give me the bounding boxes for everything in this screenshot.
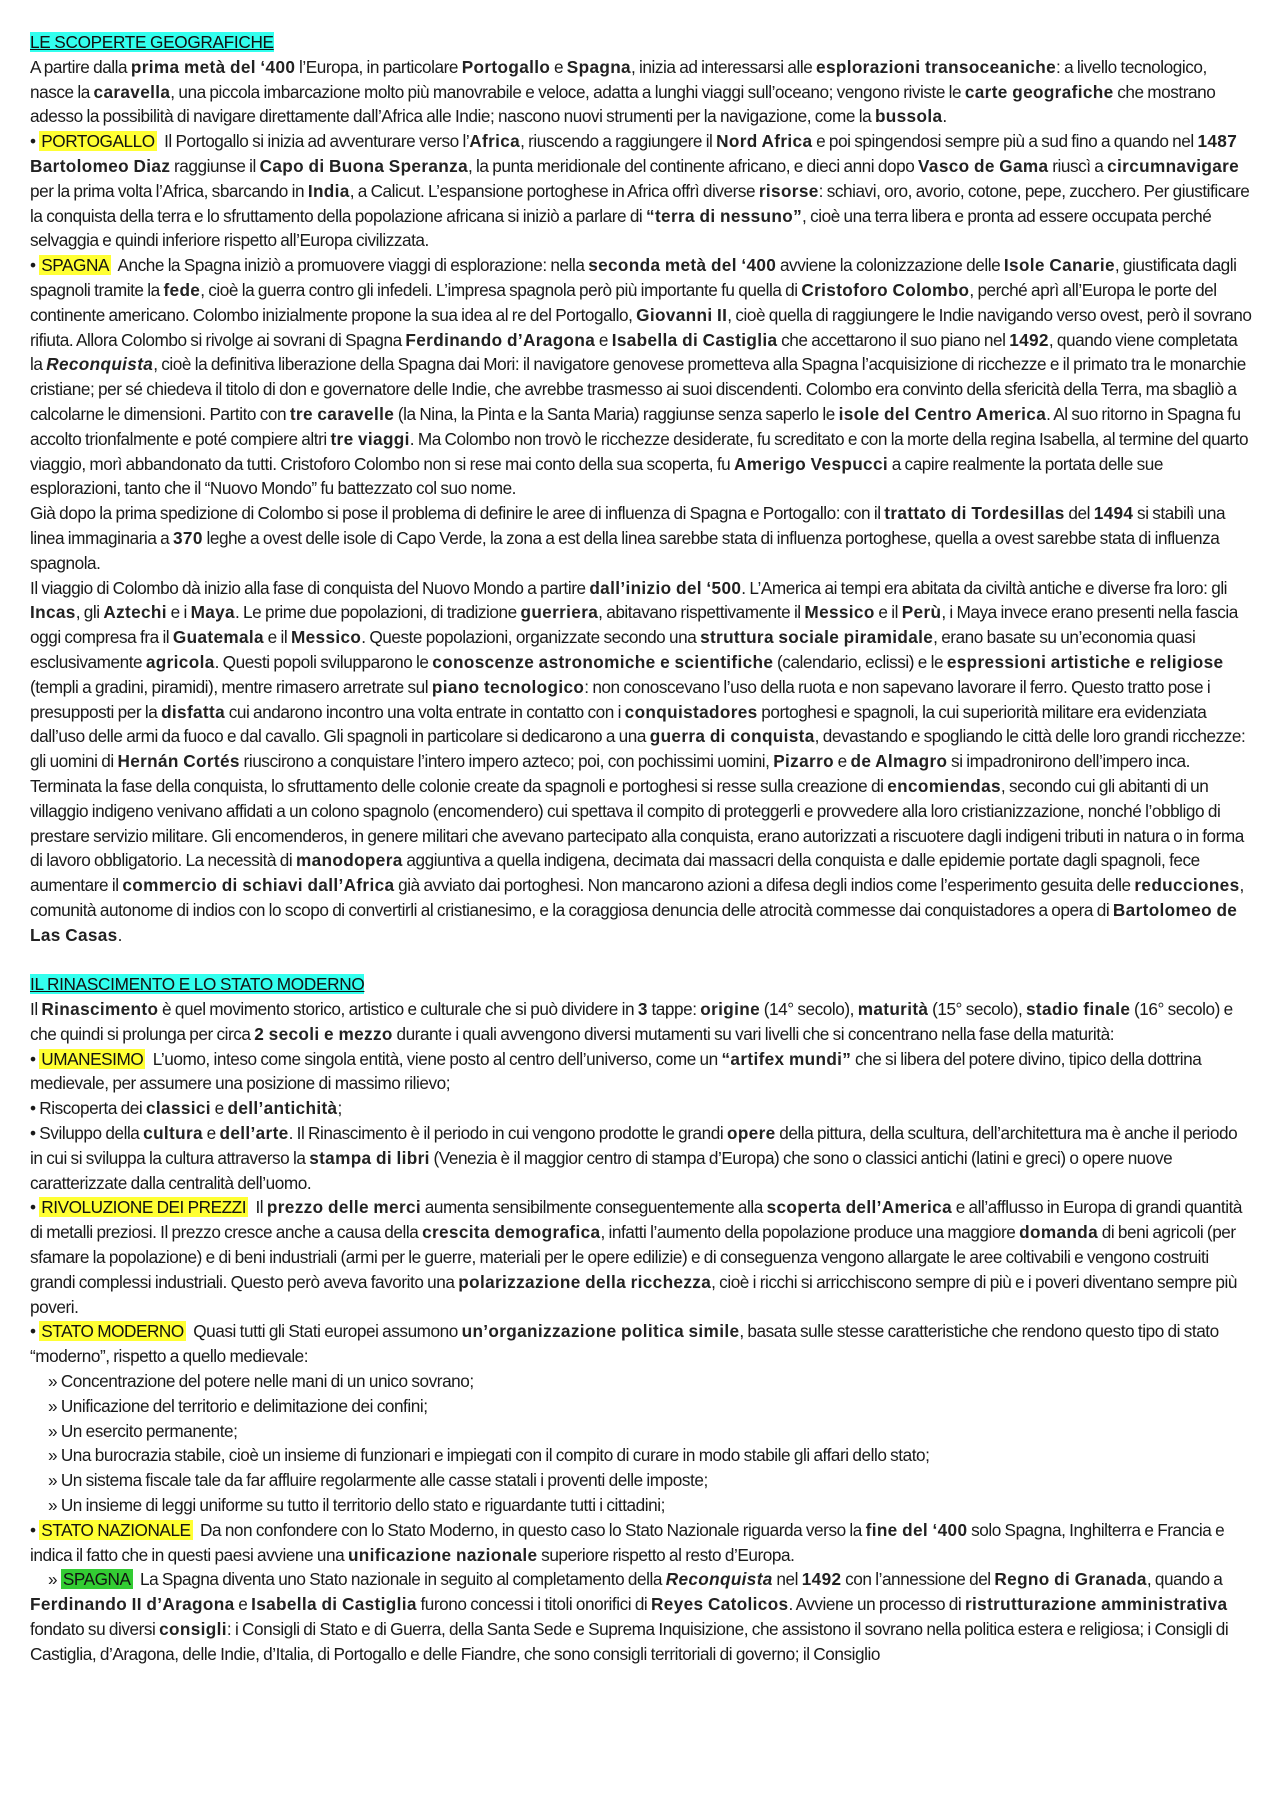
section-geografiche — [30, 30, 1252, 947]
tag-portogallo: PORTOGALLO — [41, 131, 155, 152]
classici-text: Riscoperta dei classici e dell’antichità; — [39, 1098, 342, 1119]
list-item: » Un esercito permanente; — [48, 1420, 238, 1441]
stato-moderno-list — [30, 1369, 1252, 1518]
paragraph-classici: • Riscoperta dei classici e dell’antichità; — [30, 1098, 342, 1119]
list-item: » Unificazione del territorio e delimitazione dei confini; — [48, 1395, 428, 1416]
prezzi-text: Il prezzo delle merci aumenta sensibilmente conseguentemente alla scoperta dell’America e all’afflusso in Europa di grandi quantità di metalli preziosi. Il prezzo cresce anche a causa della crescita demografica, infatti l’aumento della popolazione produce una maggiore domanda di beni agricoli (per sfamare la popolazione) e di beni industriali (armi per le guerre, materiali per le opere edilizie) e di conseguenza vengono allargate le aree coltivabili e vengono costruiti grandi complessi industriali. Questo però aveva favorito una polarizzazione della ricchezza, cioè i ricchi si arricchiscono sempre di più e i poveri diventano sempre più poveri. — [30, 1197, 1243, 1317]
tag-spagna-nazionale: SPAGNA — [62, 1569, 131, 1590]
paragraph-stato-nazionale: • STATO NAZIONALE Da non confondere con lo Stato Moderno, in questo caso lo Stato Nazionale riguarda verso la fine del ‘400 solo Spagna, Inghilterra e Francia e indica il fatto che in questi paesi avviene una unificazione nazionale superiore rispetto al resto d’Europa. — [30, 1519, 1225, 1565]
paragraph-spagna-nazionale — [30, 1567, 1252, 1666]
paragraph-conquista: Il viaggio di Colombo dà inizio alla fase di conquista del Nuovo Mondo a partire dall’inizio del ‘500. L’America ai tempi era abitata da civiltà antiche e diverse fra loro: gli Incas, gli Aztechi e i Maya. Le prime due popolazioni, di tradizione guerriera, abitavano rispettivamente il Messico e il Perù, i Maya invece erano presenti nella fascia oggi compresa fra il Guatemala e il Messico. Queste popolazioni, organizzate secondo una struttura sociale piramidale, erano basate su un’economia quasi esclusivamente agricola. Questi popoli svilupparono le conoscenze astronomiche e scientifiche (calendario, eclissi) e le espressioni artistiche e religiose (templi a gradini, piramidi), mentre rimasero arretrate sul piano tecnologico: non conoscevano l’uso della ruota e non sapevano lavorare il ferro. Questo tratto pose i presupposti per la disfatta cui andarono incontro una volta entrate in contatto con i conquistadores portoghesi e spagnoli, la cui superiorità militare era evidenziata dall’uso delle armi da fuoco e dal cavallo. Gli spagnoli in particolare si dedicarono a una guerra di conquista, devastando e spogliando le città delle loro grandi ricchezze: gli uomini di Hernán Cortés riuscirono a conquistare l’intero impero azteco; poi, con pochissimi uomini, Pizarro e de Almagro si impadronirono dell’impero inca. Terminata la fase della conquista, lo sfruttamento delle colonie create da spagnoli e portoghesi si resse sulla creazione di encomiendas, secondo cui gli abitanti di un villaggio indigeno venivano affidati a un colono spagnolo (encomendero) cui spettava il compito di proteggerli e provvedere alla loro cristianizzazione, nonché l’obbligo di prestare servizio militare. Gli encomenderos, in genere militari che avevano partecipato alla conquista, erano autorizzati a riscuotere dagli indigeni tributi in natura o in forma di lavoro obbligatorio. La necessità di manodopera aggiuntiva a quella indigena, decimata dai massacri della conquista e dalle epidemie portate dagli spagnoli, fece aumentare il commercio di schiavi dall’Africa già avviato dai portoghesi. Non mancarono azioni a difesa degli indios come l’esperimento gesuita delle reducciones, comunità autonome di indios con lo scopo di convertirli al cristianesimo, e la coraggiosa denuncia delle atrocità commesse dai conquistadores a opera di Bartolomeo de Las Casas. — [30, 577, 1246, 945]
tag-stato-moderno: STATO MODERNO — [41, 1321, 184, 1342]
tag-spagna: SPAGNA — [41, 255, 109, 276]
spagna-nazionale-text: La Spagna diventa uno Stato nazionale in seguito al completamento della Reconquista nel 1492 con l’annessione del Regno di Granada, quando a Ferdinando II d’Aragona e Isabella di Castiglia furono concessi i titoli onorifici di Reyes Catolicos. Avviene un processo di ristrutturazione amministrativa fondato su diversi consigli: i Consigli di Stato e di Guerra, della Santa Sede e Suprema Inquisizione, che assistono il sovrano nella politica estera e religiosa; i Consigli di Castiglia, d’Aragona, delle Indie, d’Italia, di Portogallo e delle Fiandre, che sono consigli territoriali di governo; il Consiglio — [30, 1569, 1229, 1664]
paragraph-spagna: • SPAGNA Anche la Spagna iniziò a promuovere viaggi di esplorazione: nella seconda metà del ‘400 avviene la colonizzazione delle Isole Canarie, giustificata dagli spagnoli tramite la fede, cioè la guerra contro gli infedeli. L’impresa spagnola però più importante fu quella di Cristoforo Colombo, perché aprì all’Europa le porte del continente americano. Colombo inizialmente propone la sua idea al re del Portogallo, Giovanni II, cioè quella di raggiungere le Indie navigando verso ovest, però il sovrano rifiuta. Allora Colombo si rivolge ai sovrani di Spagna Ferdinando d’Aragona e Isabella di Castiglia che accettarono il suo piano nel 1492, quando viene completata la Reconquista, cioè la definitiva liberazione della Spagna dai Mori: il navigatore genovese prometteva alla Spagna l’acquisizione di ricchezze e il primato tra le monarchie cristiane; per sé chiedeva il titolo di don e governatore delle Indie, che avrebbe trasmesso ai suoi discendenti. Colombo era convinto della sfericità della Terra, ma sbagliò a calcolarne le dimensioni. Partito con tre caravelle (la Nina, la Pinta e la Santa Maria) raggiunse senza saperlo le isole del Centro America. Al suo ritorno in Spagna fu accolto trionfalmente e poté compiere altri tre viaggi. Ma Colombo non trovò le ricchezze desiderate, fu screditato e con la morte della regina Isabella, al termine del quarto viaggio, morì abbandonato da tutti. Cristoforo Colombo non si rese mai conto della sua scoperta, fu Amerigo Vespucci a capire realmente la portata delle sue esplorazioni, tanto che il “Nuovo Mondo” fu battezzato col suo nome. — [30, 255, 1252, 499]
section-rinascimento — [30, 972, 1252, 1666]
paragraph-rinascimento-intro: Il Rinascimento è quel movimento storico, artistico e culturale che si può dividere in 3 tappe: origine (14° secolo), maturità (15° secolo), stadio finale (16° secolo) e che quindi si prolunga per circa 2 secoli e mezzo durante i quali avvengono diversi mutamenti su vari livelli che si concentrano nella fase della maturità: — [30, 999, 1233, 1044]
paragraph-cultura: • Sviluppo della cultura e dell’arte. Il Rinascimento è il periodo in cui vengono prodotte le grandi opere della pittura, della scultura, dell’architettura ma è anche il periodo in cui si sviluppa la cultura attraverso la stampa di libri (Venezia è il maggior centro di stampa d’Europa) che sono o classici antichi (latini e greci) o opere nuove caratterizzate dalla centralità dell’uomo. — [30, 1123, 1238, 1193]
section-title-rinascimento: IL RINASCIMENTO E LO STATO MODERNO — [30, 974, 365, 995]
tag-stato-nazionale: STATO NAZIONALE — [41, 1519, 191, 1540]
portogallo-text: Il Portogallo si inizia ad avventurare verso l’Africa, riuscendo a raggiungere il Nord Africa e poi spingendosi sempre più a sud fino a quando nel 1487 Bartolomeo Diaz raggiunse il Capo di Buona Speranza, la punta meridionale del continente africano, e dieci anni dopo Vasco de Gama riuscì a circumnavigare per la prima volta l’Africa, sbarcando in India, a Calicut. L’espansione portoghese in Africa offrì diverse risorse: schiavi, oro, avorio, cotone, pepe, zucchero. Per giustificare la conquista della terra e lo sfruttamento della popolazione africana si iniziò a parlare di “terra di nessuno”, cioè una terra libera e pronta ad essere occupata perché selvaggia e quindi inferiore rispetto all’Europa civilizzata. — [30, 131, 1250, 251]
list-item: » Un insieme di leggi uniforme su tutto il territorio dello stato e riguardante tutti i cittadini; — [48, 1495, 665, 1516]
paragraph-tordesillas: Già dopo la prima spedizione di Colombo si pose il problema di definire le aree di influenza di Spagna e Portogallo: con il trattato di Tordesillas del 1494 si stabilì una linea immaginaria a 370 leghe a ovest delle isole di Capo Verde, la zona a est della linea sarebbe stata di influenza portoghese, quella a ovest sarebbe stata di influenza spagnola. — [30, 503, 1226, 573]
tag-umanesimo: UMANESIMO — [41, 1048, 144, 1069]
nazionale-text: Da non confondere con lo Stato Moderno, in questo caso lo Stato Nazionale riguarda verso la fine del ‘400 solo Spagna, Inghilterra e Francia e indica il fatto che in questi paesi avviene una unificazione nazionale superiore rispetto al resto d’Europa. — [30, 1519, 1225, 1565]
umanesimo-text: L’uomo, inteso come singola entità, viene posto al centro dell’universo, come un “artifex mundi” che si libera del potere divino, tipico della dottrina medievale, per assumere una posizione di massimo rilievo; — [30, 1048, 1202, 1094]
document-page — [30, 30, 1252, 1667]
paragraph-stato-moderno: • STATO MODERNO Quasi tutti gli Stati europei assumono un’organizzazione politica simile, basata sulle stesse caratteristiche che rendono questo tipo di stato “moderno”, rispetto a quello medievale: — [30, 1321, 1219, 1367]
section-gap — [30, 947, 1252, 972]
list-item: » Concentrazione del potere nelle mani di un unico sovrano; — [48, 1371, 474, 1392]
paragraph-portogallo: • PORTOGALLO Il Portogallo si inizia ad avventurare verso l’Africa, riuscendo a raggiungere il Nord Africa e poi spingendosi sempre più a sud fino a quando nel 1487 Bartolomeo Diaz raggiunse il Capo di Buona Speranza, la punta meridionale del continente africano, e dieci anni dopo Vasco de Gama riuscì a circumnavigare per la prima volta l’Africa, sbarcando in India, a Calicut. L’espansione portoghese in Africa offrì diverse risorse: schiavi, oro, avorio, cotone, pepe, zucchero. Per giustificare la conquista della terra e lo sfruttamento della popolazione africana si iniziò a parlare di “terra di nessuno”, cioè una terra libera e pronta ad essere occupata perché selvaggia e quindi inferiore rispetto all’Europa civilizzata. — [30, 131, 1250, 251]
paragraph-prezzi: • RIVOLUZIONE DEI PREZZI Il prezzo delle merci aumenta sensibilmente conseguentemente alla scoperta dell’America e all’afflusso in Europa di grandi quantità di metalli preziosi. Il prezzo cresce anche a causa della crescita demografica, infatti l’aumento della popolazione produce una maggiore domanda di beni agricoli (per sfamare la popolazione) e di beni industriali (armi per le guerre, materiali per le opere edilizie) e di conseguenza vengono allargate le aree coltivabili e vengono costruiti grandi complessi industriali. Questo però aveva favorito una polarizzazione della ricchezza, cioè i ricchi si arricchiscono sempre di più e i poveri diventano sempre più poveri. — [30, 1197, 1243, 1317]
list-item: » Un sistema fiscale tale da far affluire regolarmente alle casse statali i proventi delle imposte; — [48, 1470, 708, 1491]
paragraph-intro: A partire dalla prima metà del ‘400 l’Europa, in particolare Portogallo e Spagna, inizia ad interessarsi alle esplorazioni transoceaniche: a livello tecnologico, nasce la caravella, una piccola imbarcazione molto più manovrabile e veloce, adatta a lunghi viaggi sull’oceano; vengono riviste le carte geografiche che mostrano adesso la possibilità di navigare direttamente dall’Africa alle Indie; nascono nuovi strumenti per la navigazione, come la bussola. — [30, 56, 1216, 127]
cultura-text: Sviluppo della cultura e dell’arte. Il Rinascimento è il periodo in cui vengono prodotte le grandi opere della pittura, della scultura, dell’architettura ma è anche il periodo in cui si sviluppa la cultura attraverso la stampa di libri (Venezia è il maggior centro di stampa d’Europa) che sono o classici antichi (latini e greci) o opere nuove caratterizzate dalla centralità dell’uomo. — [30, 1123, 1238, 1193]
spagna-prefix: » — [48, 1569, 58, 1590]
paragraph-umanesimo: • UMANESIMO L’uomo, inteso come singola entità, viene posto al centro dell’universo, come un “artifex mundi” che si libera del potere divino, tipico della dottrina medievale, per assumere una posizione di massimo rilievo; — [30, 1048, 1202, 1094]
spagna-text: Anche la Spagna iniziò a promuovere viaggi di esplorazione: nella seconda metà del ‘400 avviene la colonizzazione delle Isole Canarie, giustificata dagli spagnoli tramite la fede, cioè la guerra contro gli infedeli. L’impresa spagnola però più importante fu quella di Cristoforo Colombo, perché aprì all’Europa le porte del continente americano. Colombo inizialmente propone la sua idea al re del Portogallo, Giovanni II, cioè quella di raggiungere le Indie navigando verso ovest, però il sovrano rifiuta. Allora Colombo si rivolge ai sovrani di Spagna Ferdinando d’Aragona e Isabella di Castiglia che accettarono il suo piano nel 1492, quando viene completata la Reconquista, cioè la definitiva liberazione della Spagna dai Mori: il navigatore genovese prometteva alla Spagna l’acquisizione di ricchezze e il primato tra le monarchie cristiane; per sé chiedeva il titolo di don e governatore delle Indie, che avrebbe trasmesso ai suoi discendenti. Colombo era convinto della sfericità della Terra, ma sbagliò a calcolarne le dimensioni. Partito con tre caravelle (la Nina, la Pinta e la Santa Maria) raggiunse senza saperlo le isole del Centro America. Al suo ritorno in Spagna fu accolto trionfalmente e poté compiere altri tre viaggi. Ma Colombo non trovò le ricchezze desiderate, fu screditato e con la morte della regina Isabella, al termine del quarto viaggio, morì abbandonato da tutti. Cristoforo Colombo non si rese mai conto della sua scoperta, fu Amerigo Vespucci a capire realmente la portata delle sue esplorazioni, tanto che il “Nuovo Mondo” fu battezzato col suo nome. — [30, 255, 1252, 499]
list-item: » Una burocrazia stabile, cioè un insieme di funzionari e impiegati con il compito di curare in modo stabile gli affari dello stato; — [48, 1445, 930, 1466]
moderno-text: Quasi tutti gli Stati europei assumono un’organizzazione politica simile, basata sulle stesse caratteristiche che rendono questo tipo di stato “moderno”, rispetto a quello medievale: — [30, 1321, 1219, 1367]
section-title-geografiche: LE SCOPERTE GEOGRAFICHE — [30, 32, 274, 52]
tag-rivoluzione-prezzi: RIVOLUZIONE DEI PREZZI — [41, 1197, 247, 1218]
